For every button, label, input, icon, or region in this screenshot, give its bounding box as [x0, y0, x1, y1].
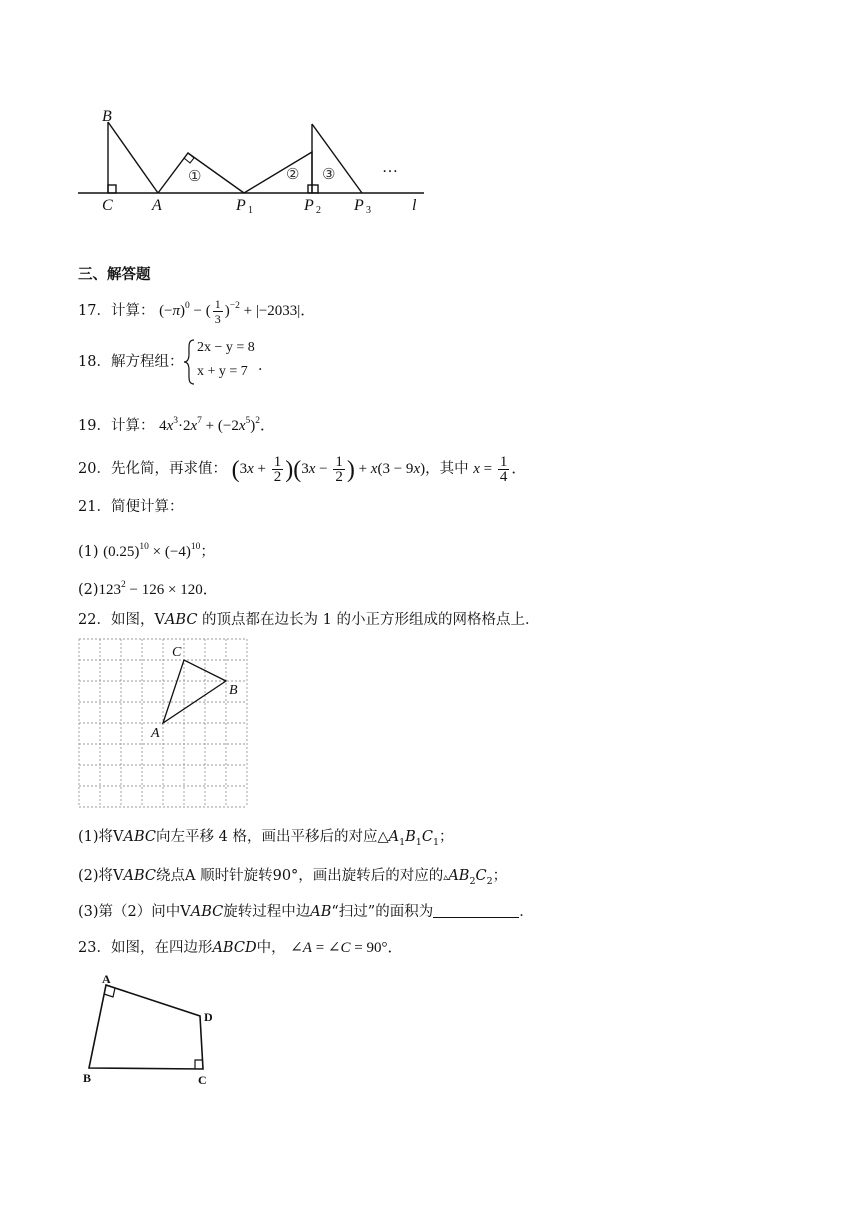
quad-label-a: A: [102, 972, 111, 986]
side-ba: [108, 122, 158, 193]
question-21-part-1: (1) $(0.25)^{10} \times (-4)^{10}$；: [78, 542, 215, 560]
question-19: 19．计算： $4x^3\cdot 2x^7 + (-2x^5)^2$．: [78, 416, 276, 434]
equation-2: x + y = 7: [197, 364, 248, 379]
quadrilateral-abcd: [89, 985, 203, 1069]
question-18: 18．解方程组：: [78, 354, 184, 370]
period-18: ．: [258, 358, 273, 374]
circled-1: ①: [188, 169, 202, 185]
svg-text:2: 2: [316, 205, 321, 216]
question-21: 21．简便计算：: [78, 499, 184, 515]
circled-3: ③: [322, 167, 336, 183]
section-heading: 三、解答题: [78, 266, 151, 283]
quad-label-d: D: [204, 1010, 213, 1024]
svg-text:1: 1: [248, 205, 253, 216]
quad-label-b: B: [83, 1071, 92, 1085]
grid-figure: [78, 638, 250, 810]
circled-2: ②: [286, 167, 300, 183]
question-22-part-1: (1)将VABC向左平移 4 格，画出平移后的对应$\triangle A_1B_1C_1$；: [78, 829, 454, 848]
question-20: 20．先化简，再求值： (3x + $\frac{1}{2}$ )(3x − $\frac{1}{2}$ ) + x(3 − 9x)，其中 x = $\frac{1}{4}$ ．: [78, 454, 527, 485]
label-a: A: [152, 197, 162, 214]
right-angle-p2: [308, 185, 318, 193]
equation-1: 2x − y = 8: [197, 340, 255, 355]
question-17: 17．计算： $(-\pi)^0$ − ( $\frac{1}{3}$ )$^{-2}$ + |−2033|．: [78, 297, 316, 327]
triangle-3: [312, 124, 362, 193]
label-p3: P: [354, 197, 364, 214]
label-p2: P: [304, 197, 314, 214]
grid-label-b: B: [229, 683, 238, 698]
label-b: B: [102, 108, 112, 125]
grid-label-c: C: [172, 645, 182, 660]
triangle-sequence-figure: [70, 100, 440, 220]
quadrilateral-figure: [74, 966, 244, 1088]
label-p1: P: [236, 197, 246, 214]
label-c: C: [102, 197, 113, 214]
question-22-part-3: (3)第（2）问中VABC旋转过程中边AB“扫过”的面积为 ．: [78, 904, 534, 920]
triangle-2: [244, 152, 312, 193]
question-23: 23．如图，在四边形ABCD中， ∠A = ∠C = 90°．: [78, 940, 403, 956]
quad-label-c: C: [198, 1073, 207, 1087]
right-angle-c: [108, 185, 116, 193]
label-l: l: [412, 197, 417, 214]
triangle-abc: [163, 660, 226, 723]
question-22-part-2: (2)将VABC绕点A 顺时针旋转90°，画出旋转后的对应的$▵AB_2C_2$；: [78, 868, 508, 887]
answer-blank[interactable]: [433, 903, 519, 918]
grid-label-a: A: [151, 726, 160, 741]
question-21-part-2: $(2)123^2 - 126 \times 120$．: [78, 580, 218, 598]
system-brace: [183, 338, 197, 386]
question-22: 22．如图，VABC 的顶点都在边长为 1 的小正方形组成的网格格点上．: [78, 612, 540, 628]
ellipsis: …: [382, 159, 398, 176]
svg-text:3: 3: [366, 205, 371, 216]
